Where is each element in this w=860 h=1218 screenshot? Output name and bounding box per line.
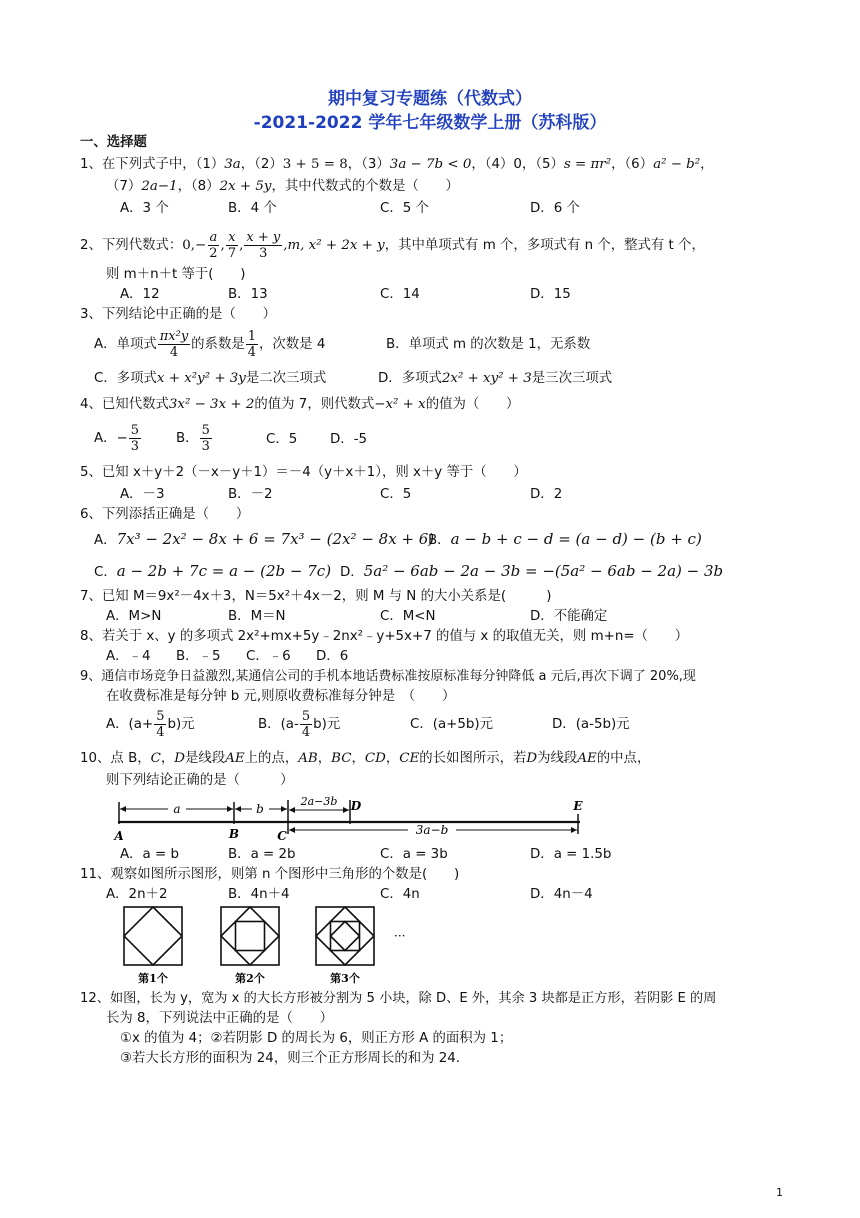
q6-expr-c: a − 2b + 7c = a − (2b − 7c) bbox=[116, 562, 332, 580]
frac-num: x + y bbox=[246, 229, 281, 245]
q6-stem: 6、下列添括正确是（ ） bbox=[80, 507, 250, 522]
section-heading: 一、选择题 bbox=[80, 135, 147, 150]
q11-option-d: D．4n－4 bbox=[530, 887, 593, 902]
q5-option-c: C．5 bbox=[380, 487, 412, 502]
q1-expr-3: 3a − 7b < 0 bbox=[389, 157, 472, 172]
q10-option-b: B．a = 2b bbox=[228, 847, 296, 862]
q1-text: ，（6） bbox=[611, 157, 654, 172]
q5-stem: 5、已知 x＋y＋2（－x－y＋1）＝－4（y＋x＋1），则 x＋y 等于（ ） bbox=[80, 465, 527, 480]
q11-option-b: B．4n＋4 bbox=[228, 887, 290, 902]
q3-expr: 2x² + xy² + 3 bbox=[441, 371, 532, 386]
q1-expr-2: 3 + 5 = 8 bbox=[282, 157, 348, 172]
q10-text: ， bbox=[160, 751, 175, 766]
q1-expr-5: s = πr² bbox=[563, 157, 612, 172]
q10-text: 是线段 bbox=[185, 751, 226, 766]
q10-var: BC bbox=[331, 751, 352, 766]
q1-expr-1: 3a bbox=[224, 157, 241, 172]
label-a: a bbox=[173, 802, 181, 816]
q10-text: 10、点 B， bbox=[80, 751, 151, 766]
q4-expr: 3x² − 3x + 2 bbox=[168, 397, 255, 412]
q6-label: A． bbox=[94, 533, 117, 548]
q9-option-c: C．(a+5b)元 bbox=[410, 717, 494, 732]
q2-expr: 0,− bbox=[182, 238, 207, 253]
q10-text: ， bbox=[351, 751, 365, 766]
fig1-label: 第1个 bbox=[138, 972, 168, 985]
ellipsis: ··· bbox=[394, 929, 406, 943]
q9-frac-a bbox=[154, 709, 166, 740]
fig3-inner-square bbox=[331, 922, 360, 951]
fig2-diamond bbox=[221, 907, 279, 965]
q4-text: 的值为（ ） bbox=[425, 397, 520, 412]
arrow bbox=[120, 806, 126, 812]
q10-var: AE bbox=[577, 751, 597, 766]
q2-frac-3 bbox=[244, 230, 282, 261]
frac-num: 5 bbox=[156, 708, 165, 724]
frac-den: 3 bbox=[259, 245, 268, 261]
q3-text: 的系数是 bbox=[191, 337, 245, 352]
frac-num: 5 bbox=[201, 422, 210, 438]
fig2-inner-square bbox=[236, 922, 265, 951]
q7-option-c: C．M<N bbox=[380, 609, 436, 624]
q1-text: ，（8） bbox=[177, 179, 220, 194]
q6-option-d bbox=[340, 562, 723, 582]
q9-option-b bbox=[258, 706, 340, 744]
q9-text: B．(a- bbox=[258, 717, 299, 732]
q10-var: AE bbox=[225, 751, 245, 766]
arrow bbox=[289, 807, 295, 813]
frac-den: 3 bbox=[130, 438, 140, 454]
q1-text: ， bbox=[700, 157, 714, 172]
frac-den: 4 bbox=[169, 344, 179, 360]
fig3-outer-square bbox=[316, 907, 374, 965]
arrow bbox=[571, 827, 577, 833]
arrow bbox=[343, 807, 349, 813]
fig1-diamond bbox=[124, 907, 182, 965]
q12-line-2: 长为 8，下列说法中正确的是（ ） bbox=[106, 1011, 334, 1026]
q6-option-a bbox=[94, 530, 434, 550]
q1-expr-8: 2x + 5y bbox=[219, 179, 272, 194]
q3-option-b: B．单项式 m 的次数是 1，无系数 bbox=[386, 337, 591, 352]
q7-stem: 7、已知 M＝9x²－4x＋3，N＝5x²＋4x－2，则 M 与 N 的大小关系是( ) bbox=[80, 589, 552, 604]
q8-option-b: B．﹣5 bbox=[176, 649, 221, 664]
q7-option-a: A．M>N bbox=[106, 609, 162, 624]
q1-text: （7） bbox=[106, 179, 142, 194]
q3-stem: 3、下列结论中正确的是（ ） bbox=[80, 307, 276, 322]
q4-text: B． bbox=[176, 431, 199, 446]
q9-line-1: 9、通信市场竞争日益激烈,某通信公司的手机本地话费标准按原标准每分钟降低 a 元后,再次下调了 20%,现 bbox=[80, 669, 696, 684]
q10-var: C bbox=[150, 751, 161, 766]
q10-line-1 bbox=[80, 750, 650, 768]
q1-option-d: D．6 个 bbox=[530, 201, 580, 216]
q12-line-1: 12、如图，长为 y，宽为 x 的大长方形被分割为 5 小块，除 D、E 外，其余 3 块都是正方形，若阴影 E 的周 bbox=[80, 991, 717, 1006]
q9-frac-b bbox=[300, 709, 312, 740]
q11-option-c: C．4n bbox=[380, 887, 420, 902]
q9-text: b)元 bbox=[313, 717, 341, 732]
q1-option-c: C．5 个 bbox=[380, 201, 429, 216]
q6-option-c bbox=[94, 562, 331, 582]
arrow bbox=[235, 806, 241, 812]
q4-frac-a bbox=[129, 423, 141, 454]
frac-num: 5 bbox=[130, 422, 140, 438]
q1-option-a: A．3 个 bbox=[120, 201, 169, 216]
q10-option-a: A．a = b bbox=[120, 847, 179, 862]
q6-option-b bbox=[428, 530, 702, 550]
point-e-label: E bbox=[573, 799, 583, 813]
q3-text: D．多项式 bbox=[378, 371, 442, 386]
q10-text: 为线段 bbox=[537, 751, 578, 766]
q2-line-1: 2、下列代数式：0,− $\frac{a}{2}$ , $\frac{x}{7}$ , $\frac{x + y}{3}$ ,m, x² + 2x + y，其中单项式有 m 个，多项式有 n 个，整式有 t 个， bbox=[80, 229, 705, 261]
q10-line-2: 则下列结论正确的是（ ） bbox=[106, 773, 294, 788]
point-b-label: B bbox=[228, 827, 240, 841]
q10-var: CE bbox=[399, 751, 420, 766]
q9-line-2: 在收费标准是每分钟 b 元,则原收费标准每分钟是 （ ） bbox=[106, 689, 456, 704]
q1-text: ，（3） bbox=[347, 157, 390, 172]
frac-den: 4 bbox=[301, 724, 311, 740]
frac-den: 2 bbox=[209, 245, 218, 261]
arrow bbox=[227, 806, 233, 812]
q2-frac-2 bbox=[226, 230, 238, 261]
triangle-pattern-figure bbox=[118, 904, 418, 986]
q12-line-4: ③若大长方形的面积为 24，则三个正方形周长的和为 24. bbox=[120, 1051, 461, 1066]
q10-var: CD bbox=[364, 751, 386, 766]
label-cd: 2a−3b bbox=[300, 796, 338, 808]
q3-option-d bbox=[378, 370, 612, 388]
q1-text: 1、在下列式子中，（1） bbox=[80, 157, 225, 172]
point-c-label: C bbox=[277, 829, 287, 842]
q6-expr-a: 7x³ − 2x² − 8x + 6 = 7x³ − (2x² − 8x + 6) bbox=[116, 530, 435, 548]
q4-option-c: C．5 bbox=[266, 432, 298, 447]
q2-line-2: 则 m＋n＋t 等于( ) bbox=[106, 267, 246, 282]
q4-frac-b bbox=[200, 423, 212, 454]
q3-text: ，次数是 4 bbox=[259, 337, 326, 352]
fig2-label: 第2个 bbox=[235, 972, 265, 985]
segment-diagram bbox=[110, 796, 590, 842]
q1-line-1 bbox=[80, 156, 714, 174]
q3-frac-1 bbox=[158, 329, 190, 360]
q4-stem bbox=[80, 396, 519, 414]
q10-var: D bbox=[526, 751, 538, 766]
q1-line-2 bbox=[106, 178, 459, 196]
q3-text: 是三次三项式 bbox=[531, 371, 613, 386]
q8-option-c: C．﹣6 bbox=[246, 649, 291, 664]
q10-var: D bbox=[174, 751, 186, 766]
fig3-diamond bbox=[316, 907, 374, 965]
q1-option-b: B．4 个 bbox=[228, 201, 277, 216]
q4-expr: −x² + x bbox=[374, 397, 426, 412]
frac-den: 4 bbox=[156, 724, 165, 740]
q2-option-a: A．12 bbox=[120, 287, 160, 302]
q4-text: A．− bbox=[94, 431, 128, 446]
point-a-label: A bbox=[114, 829, 124, 842]
q6-label: B． bbox=[428, 533, 451, 548]
arrow bbox=[281, 806, 287, 812]
frac-den: 4 bbox=[247, 344, 257, 360]
q9-text: b)元 bbox=[167, 717, 195, 732]
q8-option-d: D．6 bbox=[316, 649, 349, 664]
q8-option-a: A．﹣4 bbox=[106, 649, 151, 664]
q10-option-c: C．a = 3b bbox=[380, 847, 448, 862]
q6-expr-d: 5a² − 6ab − 2a − 3b = −(5a² − 6ab − 2a) − 3b bbox=[363, 562, 724, 580]
q10-text: ， bbox=[317, 751, 332, 766]
q10-text: ， bbox=[385, 751, 400, 766]
q4-text: 4、已知代数式 bbox=[80, 397, 169, 412]
fig1-outer-square bbox=[124, 907, 182, 965]
q2-option-b: B．13 bbox=[228, 287, 268, 302]
q1-text: ，（4）0，（5） bbox=[471, 157, 564, 172]
q5-option-b: B．－2 bbox=[228, 487, 273, 502]
q3-text: C．多项式 bbox=[94, 371, 157, 386]
frac-den: 3 bbox=[201, 438, 210, 454]
q4-option-d: D．-5 bbox=[330, 432, 368, 447]
q10-option-d: D．a = 1.5b bbox=[530, 847, 612, 862]
q1-expr-7: 2a−1 bbox=[141, 179, 178, 194]
q3-option-a bbox=[94, 326, 325, 364]
q3-option-c bbox=[94, 370, 326, 388]
frac-num: a bbox=[209, 229, 218, 245]
label-ce: 3a−b bbox=[415, 823, 449, 837]
fig2-outer-square bbox=[221, 907, 279, 965]
frac-num: x bbox=[228, 229, 236, 245]
q11-stem: 11、观察如图所示图形，则第 n 个图形中三角形的个数是( ) bbox=[80, 867, 460, 882]
q10-text: 的中点， bbox=[596, 751, 651, 766]
title-line-1: 期中复习专题练（代数式） bbox=[328, 89, 532, 109]
q4-option-b bbox=[176, 420, 213, 458]
q8-stem: 8、若关于 x、y 的多项式 2x²+mx+5y﹣2nx²﹣y+5x+7 的值与 x 的取值无关，则 m+n=（ ） bbox=[80, 629, 689, 644]
q10-text: 的长如图所示，若 bbox=[419, 751, 527, 766]
title-line-2: -2021-2022 学年七年级数学上册（苏科版） bbox=[253, 113, 607, 133]
label-b: b bbox=[256, 802, 264, 816]
frac-num: 5 bbox=[301, 708, 311, 724]
q2-expr: ,m, x² + 2x + y bbox=[283, 238, 385, 253]
q10-var: AB bbox=[298, 751, 318, 766]
q1-text: ，其中代数式的个数是（ ） bbox=[271, 179, 459, 194]
q4-text: 的值为 7，则代数式 bbox=[254, 397, 375, 412]
frac-num: πx²y bbox=[159, 328, 189, 344]
q6-label: D． bbox=[340, 565, 364, 580]
q9-option-d: D．(a-5b)元 bbox=[552, 717, 630, 732]
q7-option-d: D．不能确定 bbox=[530, 609, 608, 624]
q4-option-a bbox=[94, 420, 142, 458]
frac-den: 7 bbox=[227, 245, 237, 261]
q2-text: ，其中单项式有 m 个，多项式有 n 个，整式有 t 个， bbox=[384, 238, 705, 253]
q9-text: A．(a+ bbox=[106, 717, 154, 732]
q5-option-a: A．－3 bbox=[120, 487, 165, 502]
q6-expr-b: a − b + c − d = (a − d) − (b + c) bbox=[450, 530, 702, 548]
frac-num: 1 bbox=[247, 328, 257, 344]
q7-option-b: B．M＝N bbox=[228, 609, 286, 624]
q12-line-3: ①x 的值为 4；②若阴影 D 的周长为 6，则正方形 A 的面积为 1； bbox=[120, 1031, 513, 1046]
q11-option-a: A．2n＋2 bbox=[106, 887, 168, 902]
q1-expr-6: a² − b² bbox=[653, 157, 701, 172]
q3-text: A．单项式 bbox=[94, 337, 157, 352]
q6-label: C． bbox=[94, 565, 117, 580]
q3-expr: x + x²y² + 3y bbox=[156, 371, 246, 386]
fig3-inner-diamond bbox=[331, 922, 360, 951]
q9-option-a bbox=[106, 706, 195, 744]
q3-frac-2 bbox=[246, 329, 258, 360]
q1-text: ，（2） bbox=[240, 157, 283, 172]
q2-option-c: C．14 bbox=[380, 287, 420, 302]
point-d-label: D bbox=[350, 799, 362, 813]
arrow bbox=[289, 827, 295, 833]
q5-option-d: D．2 bbox=[530, 487, 563, 502]
q3-text: 是二次三项式 bbox=[245, 371, 327, 386]
q2-text: 2、下列代数式： bbox=[80, 238, 183, 253]
page-number: 1 bbox=[776, 1186, 783, 1199]
fig3-label: 第3个 bbox=[330, 972, 360, 985]
q2-frac-1 bbox=[207, 230, 219, 261]
q2-option-d: D．15 bbox=[530, 287, 571, 302]
q10-text: 上的点， bbox=[244, 751, 299, 766]
